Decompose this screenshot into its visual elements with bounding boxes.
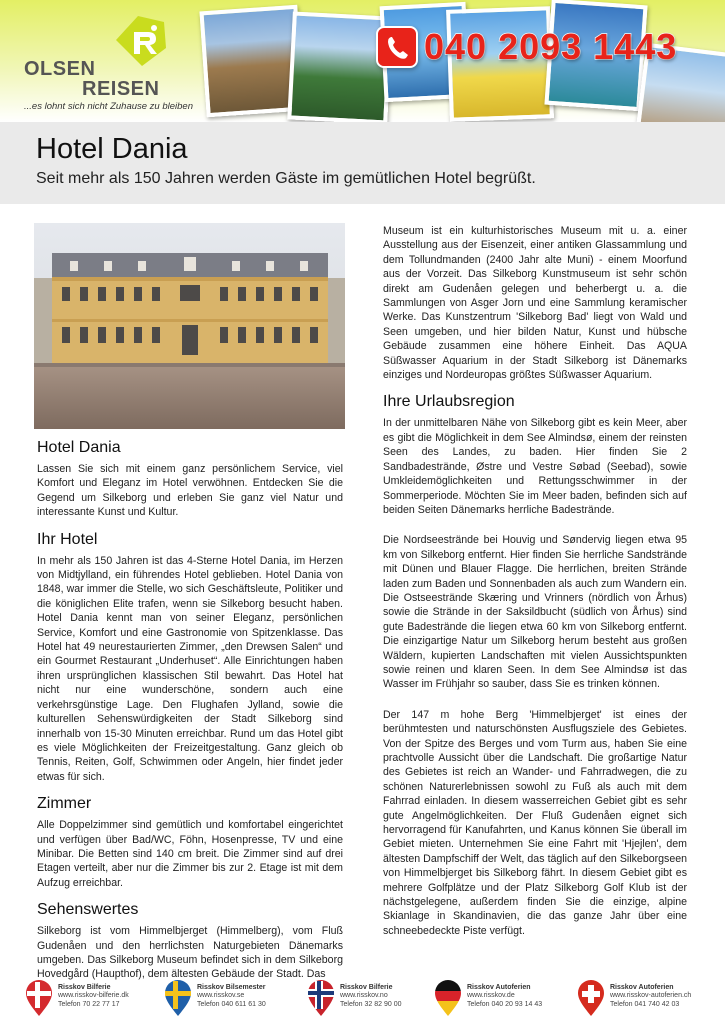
footer-company-name: Risskov Bilsemester [197, 984, 266, 991]
holiday-region-text: In der unmittelbaren Nähe von Silkeborg gibt es kein Meer, aber es gibt die Möglichkeit in dem See Almindsø, einem der reinsten Seen des Landes, zu baden. Hier finden Sie 2 Sandbadestrände, Østre und Vestre Søbad (Seebad), sowie Umkleidemöglichkeiten und Rettungsschwimmer in der Sommerperiode. Möchten Sie im Meer baden, befinden sich auf beiden Seiten Dänemarks herrliche Badestrände. [383, 417, 687, 516]
footer-phone[interactable]: Telefon 32 82 90 00 [340, 1000, 402, 1008]
footer-phone[interactable]: Telefon 040 611 61 30 [197, 1000, 266, 1008]
logo-tag-icon [110, 14, 168, 68]
sweden-flag-icon [163, 979, 193, 1017]
rooms-heading: Zimmer [37, 795, 92, 813]
footer-contact-denmark[interactable] [24, 979, 164, 1019]
footer-company-name: Risskov Bilferie [58, 984, 111, 991]
footer-contact-norway[interactable] [306, 979, 446, 1019]
right-column [383, 224, 687, 938]
footer-phone[interactable]: Telefon 041 740 42 03 [610, 1000, 680, 1008]
footer-company-name: Risskov Autoferien [610, 984, 674, 991]
footer-url[interactable]: www.risskov-bilferie.dk [58, 992, 129, 1000]
brand-name-line2: REISEN [82, 78, 160, 100]
page-subtitle: Seit mehr als 150 Jahren werden Gäste im gemütlichen Hotel begrüßt. [36, 170, 536, 187]
mountain-text: Der 147 m hohe Berg 'Himmelbjerget' ist eines der berühmtesten und naturschönsten Ausflugsziele des Gebietes. Von der Spitze des Berges und vom Turm aus, haben Sie eine prachtvolle Aussicht über die Landschaft. Die großartige Natur des Gebietes ist reich an Wander- und Fahrradwegen, die zu schönen Naturerlebnissen sowohl zu Fuß als auch mit dem Fahrrad einladen. In diesem wasserreichen Gebiet gibt es sehr gute Angelmöglichkeiten. Der Fluß Gudenåen eignet sich hervorragend für Kanufahrten, und Kanus können Sie überall im Gebiet mieten. Unternehmen Sie eine Fahrt mit 'Hjejlen', dem ältesten Dampfschiff der Welt, das täglich auf den Silkeborgseen von Himmelbjerget bis Silkeborg fährt. In diesem Gebiet gibt es mehrere Golfplätze und der Platz Silkeborg Golf Klub ist der nächstgelegene, außerdem finden Sie die einzige, alpine Skianlage in Skandinavien, die das ganze Jahr über eine schneebedeckte Piste verfügt. [383, 708, 687, 937]
footer-phone[interactable]: Telefon 70 22 77 17 [58, 1000, 120, 1008]
header [0, 0, 725, 122]
footer-contact-switzerland[interactable] [576, 979, 716, 1019]
olsen-reisen-logo[interactable] [24, 14, 193, 114]
brand-tagline: ...es lohnt sich nicht Zuhause zu bleiben [24, 101, 193, 112]
footer-company-name: Risskov Autoferien [467, 984, 531, 991]
footer-contact-sweden[interactable] [163, 979, 303, 1019]
footer-phone[interactable]: Telefon 040 20 93 14 43 [467, 1000, 543, 1008]
norway-flag-icon [306, 979, 336, 1017]
footer-url[interactable]: www.risskov.de [467, 992, 515, 1000]
brand-name-line1: OLSEN [24, 58, 96, 80]
footer-company-name: Risskov Bilferie [340, 984, 393, 991]
intro-heading: Hotel Dania [37, 439, 121, 456]
denmark-flag-icon [24, 979, 54, 1017]
museum-text: Museum ist ein kulturhistorisches Museum mit u. a. einer Ausstellung aus der Eisenzeit, einer antiken Glassammlung und dem Tollundmanden (2400 Jahr alte Muni) - einem Moorfund aus der Vorzeit. Das Silkeborg Kunstmuseum ist sehr schön direkt am Gudenåen gelegen und beherbergt u. a. die Sammlungen von Asger Jorn und eine Sammlung keramischer Werke. Das Kunstzentrum 'Silkeborg Bad' liegt von Wald und Seen umgeben, und hier bilden Natur, Kunst und hübsche Gebäude zusammen eine höhere Einheit. Das AQUA Süßwasser Aquarium in der Stadt Silkeborg ist Dänemarks einziges und Nordeuropas größtes Süßwasser Aquarium. [383, 225, 687, 382]
beaches-text: Die Nordseestrände bei Houvig und Søndervig liegen etwa 95 km von Silkeborg entfernt. Hier finden Sie herrliche Sandstrände mit Dünen und Blauer Flagge. Die herrlichen, breiten Strände laden zum Baden und Sonnenbaden als auch zum Wandern ein. Die Ostseestrände Skæring und Vrinners (nördlich von Århus) sowie die Strände in der Saksildbucht (südlich von Århus) sind gute Badestrände die liegen etwa 60 km von Silkeborg entfernt. Die einzigartige Natur um Silkeborg herum besteht aus großen Wäldern, kupierten Landschaften mit vielen Aussichtspunkten sowie reinen und klaren Seen. In dem See Almindsø ist das Wasser im Frühjahr so sauber, dass Sie es trinken können. [383, 534, 687, 691]
holiday-region-heading: Ihre Urlaubsregion [383, 393, 515, 411]
hotel-photo [34, 223, 345, 429]
hotel-text: In mehr als 150 Jahren ist das 4-Sterne Hotel Dania, im Herzen von Midtjylland, ein führendes Hotel geblieben. Hotel Dania von 1848, war immer die Stelle, wo sich Geschäftsleute, Politiker und die königlichen Elite trafen, wenn sie Silkeborg besucht haben. Hotel Dania kennt man von seiner Eleganz, persönlichen Service, Komfort und eine Gastronomie von Spitzenklasse. Das Hotel hat 49 neurestaurierten Zimmer, „den Drewsen Salen“ und ein Gourmet Restaurant „Underhuset“. Alle Einrichtungen haben ihren ursprünglichen klassischen Stil bewahrt. Das Hotel hat nicht nur eine wunderschöne, sondern auch eine verkehrsgünstige Lage. Den Flughafen Jylland, sowie die kulturellen Sehenswürdigkeiten der Stadt Silkeborg sind innerhalb von 15-30 Minuten erreichbar. Rund um das Hotel gibt es viele Möglichkeiten der Freizeitgestaltung. Ganz gleich ob Tennis, Reiten, Golf, Schwimmen oder Angeln, hier findet jeder etwas für sich. [37, 554, 343, 783]
footer-contact-germany[interactable] [433, 979, 573, 1019]
footer-url[interactable]: www.risskov-autoferien.ch [610, 992, 692, 1000]
phone-icon[interactable] [376, 26, 418, 68]
sights-heading: Sehenswertes [37, 901, 139, 919]
footer-url[interactable]: www.risskov.se [197, 992, 245, 1000]
hotel-heading: Ihr Hotel [37, 530, 98, 548]
sights-text: Silkeborg ist vom Himmelbjerget (Himmelberg), vom Fluß Gudenåen und den herrlichsten Naturgebieten Dänemarks umgeben. Das Silkeborg Museum befindet sich in dem Silkeborg Hovedgård (Haupthof), dem ältesten Gebäude der Stadt. Das [37, 925, 343, 981]
page-title: Hotel Dania [36, 133, 188, 165]
switzerland-flag-icon [576, 979, 606, 1017]
intro-text: Lassen Sie sich mit einem ganz persönlichem Service, viel Komfort und Eleganz im Hotel verwöhnen. Entdecken Sie die Gegend um Silkeborg und erleben Sie ganz viel Natur und interessante Kunst und Kultur. [37, 463, 343, 519]
left-column [37, 438, 343, 982]
germany-flag-icon [433, 979, 463, 1017]
rooms-text: Alle Doppelzimmer sind gemütlich und komfortabel eingerichtet und verfügen über Bad/WC, Föhn, Hosenpresse, TV und eine Minibar. Die Betten sind 140 cm breit. Die Zimmer sind auf drei Etagen verteilt, aber nur die Zimmer bis zur 2. Etage ist mit dem Aufzug erreichbar. [37, 819, 343, 889]
footer-url[interactable]: www.risskov.no [340, 992, 388, 1000]
phone-number[interactable]: 040 2093 1443 [424, 26, 678, 67]
footer [0, 976, 725, 1024]
